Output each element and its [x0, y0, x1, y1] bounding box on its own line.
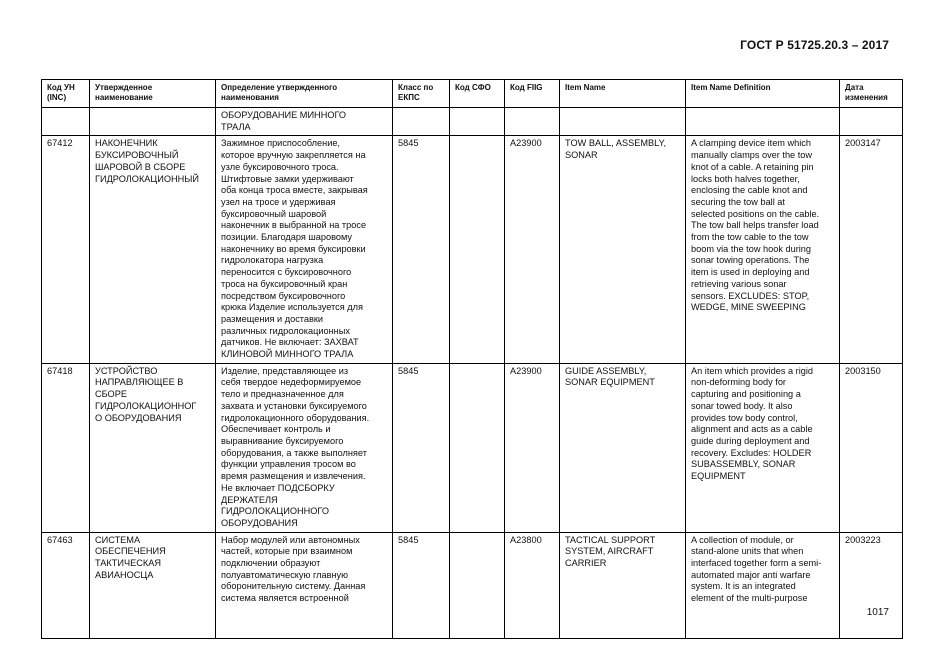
cell-date: 2003147: [840, 136, 903, 363]
cell-item-name-text: TACTICAL SUPPORT SYSTEM, AIRCRAFT CARRIER: [565, 534, 656, 569]
table-header-row: [42, 80, 903, 108]
cell-item-definition: A clamping device item which manually clamps over the tow knot of a cable. A retaining pin locks both halves together, enclosing the cable knot and securing the tow ball at selected positions on the cable. The tow ball helps transfer load from the tow cable to the tow boom via the tow hook during sonar towing operations. The item is used in deploying and retrieving various sonar sensors. EXCLUDES: STOP, WEDGE, MINE SWEEPING: [686, 136, 840, 363]
cell-name-text: СИСТЕМА ОБЕСПЕЧЕНИЯ ТАКТИЧЕСКАЯ АВИАНОСЦА: [95, 534, 166, 580]
cell-definition: ОБОРУДОВАНИЕ МИННОГО ТРАЛА: [216, 108, 393, 136]
cell-class: 5845: [393, 136, 450, 363]
cell-inc: [42, 532, 90, 638]
column-header-fiig: Код FIIG: [505, 80, 560, 108]
cell-item-name: GUIDE ASSEMBLY, SONAR EQUIPMENT: [560, 363, 686, 532]
cell-item-definition: An item which provides a rigid non-deforming body for capturing and positioning a sonar towed body. It also provides tow body control, alignment and acts as a cable guide during deployment and recovery. Excludes: HOLDER SUBASSEMBLY, SONAR EQUIPMENT: [686, 363, 840, 532]
cell-fiig: [505, 108, 560, 136]
cell-class: [393, 532, 450, 638]
cell-inc: 67418: [42, 363, 90, 532]
table-row-continuation: [42, 108, 903, 136]
cell-sfo: [450, 108, 505, 136]
document-header: ГОСТ Р 51725.20.3 – 2017: [740, 38, 889, 52]
cell-definition: Изделие, представляющее из себя твердое недеформируемое тело и предназначенное для захвата и установки буксируемого гидролокационного оборудования. Обеспечивает контроль и выравнивание буксируемого оборудования, а также выполняет функции управления тросом во время размещения и извлечения. Не включает ПОДСБОРКУ ДЕРЖАТЕЛЯ ГИДРОЛОКАЦИОННОГО ОБОРУДОВАНИЯ: [216, 363, 393, 532]
column-header-date: Дата изменения: [840, 80, 903, 108]
table-row: [42, 363, 903, 532]
cell-date-text: 2003223: [845, 534, 881, 545]
cell-item-name: [560, 532, 686, 638]
table-row: [42, 532, 903, 638]
column-header-definition: Определение утвержденного наименования: [216, 80, 393, 108]
cell-name: НАКОНЕЧНИК БУКСИРОВОЧНЫЙ ШАРОВОЙ В СБОРЕ ГИДРОЛОКАЦИОННЫЙ: [90, 136, 216, 363]
cell-class: [393, 108, 450, 136]
cell-sfo-text: [455, 535, 500, 636]
cell-inc: 67412: [42, 136, 90, 363]
cell-inc-text: 67463: [47, 534, 73, 545]
cell-fiig-text: A23800: [510, 534, 542, 545]
cell-fiig: [505, 532, 560, 638]
cell-item-definition: [686, 108, 840, 136]
registry-table: [41, 79, 903, 639]
cell-definition: Зажимное приспособление, которое вручную закрепляется на узле буксировочного троса. Штифтовые замки удерживают оба конца троса вместе, закрывая узел на тросе и удерживая буксировочный шаровой наконечник в выбранной на тросе позиции. Благодаря шаровому наконечнику во время буксировки гидролокатора нагрузка переносится с буксировочного троса на буксировочный кран посредством буксировочного крюка Изделие используется для размещения и доставки различных гидролокационных датчиков. Не включает: ЗАХВАТ КЛИНОВОЙ МИННОГО ТРАЛА: [216, 136, 393, 363]
cell-class: 5845: [393, 363, 450, 532]
cell-fiig: A23900: [505, 136, 560, 363]
cell-item-definition: [686, 532, 840, 638]
cell-item-name: [560, 108, 686, 136]
cell-fiig: A23900: [505, 363, 560, 532]
cell-item-definition-text: A collection of module, or stand-alone units that when interfaced together form a semi- automated major anti warfare system. It is an integrated element of the multi-purpose: [691, 534, 822, 604]
column-header-sfo: Код СФО: [450, 80, 505, 108]
cell-date: 2003150: [840, 363, 903, 532]
column-header-item-definition: Item Name Definition: [686, 80, 840, 108]
cell-definition-text: Набор модулей или автономных частей, которые при взаимном подключении образуют полуавтоматическую главную оборонительную систему. Данная система является встроенной: [221, 534, 366, 604]
cell-sfo: [450, 363, 505, 532]
cell-date: [840, 108, 903, 136]
cell-sfo: [450, 136, 505, 363]
page-number: 1017: [866, 607, 889, 618]
cell-name: УСТРОЙСТВО НАПРАВЛЯЮЩЕЕ В СБОРЕ ГИДРОЛОКАЦИОННОГ О ОБОРУДОВАНИЯ: [90, 363, 216, 532]
cell-inc: [42, 108, 90, 136]
cell-name: [90, 108, 216, 136]
column-header-class: Класс по ЕКПС: [393, 80, 450, 108]
cell-sfo: [450, 532, 505, 638]
table-row: [42, 136, 903, 363]
column-header-name: Утвержденное наименование: [90, 80, 216, 108]
column-header-inc: Код УН (INC): [42, 80, 90, 108]
cell-definition: [216, 532, 393, 638]
column-header-item-name: Item Name: [560, 80, 686, 108]
cell-class-text: 5845: [398, 534, 419, 545]
cell-item-name: TOW BALL, ASSEMBLY, SONAR: [560, 136, 686, 363]
cell-date: [840, 532, 903, 638]
cell-name: [90, 532, 216, 638]
